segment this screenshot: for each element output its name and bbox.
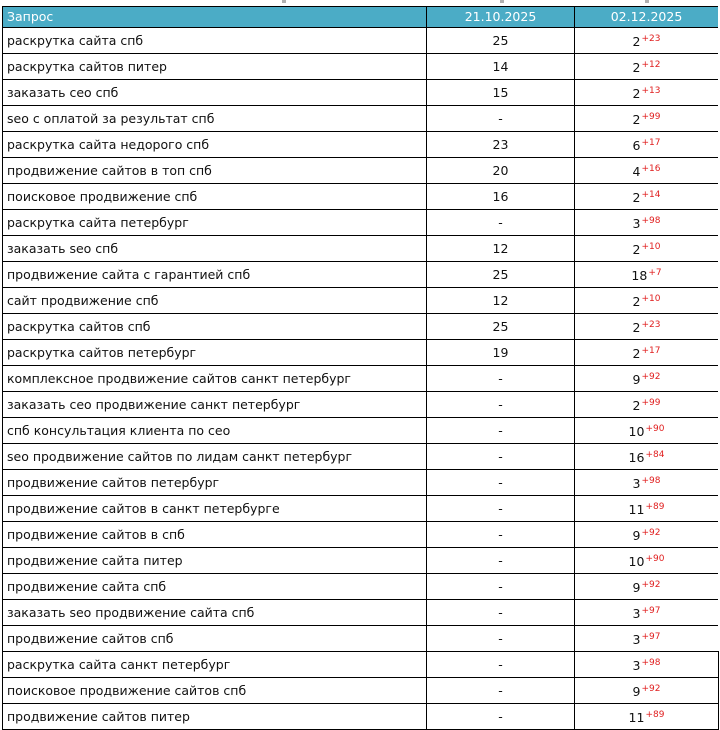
position-change-badge: +92 (641, 684, 661, 694)
position-cell-date-2[interactable] (575, 600, 719, 626)
position-change-badge: +90 (645, 554, 665, 564)
position-value: 3 (632, 632, 641, 647)
position-value: 9 (632, 372, 641, 387)
table-row[interactable] (3, 600, 719, 626)
table-row[interactable] (3, 392, 719, 418)
table-row[interactable] (3, 210, 719, 236)
position-change-badge: +23 (641, 34, 661, 44)
query-cell[interactable]: спб консультация клиента по сео (3, 418, 427, 444)
table-row[interactable] (3, 652, 719, 678)
query-cell[interactable]: продвижение сайтов петербург (3, 470, 427, 496)
position-value: 2 (632, 294, 641, 309)
position-value: 6 (632, 138, 641, 153)
table-row[interactable] (3, 184, 719, 210)
position-value: 2 (632, 34, 641, 49)
position-value: 16 (628, 450, 645, 465)
position-change-badge: +92 (641, 372, 661, 382)
position-value: 2 (632, 112, 641, 127)
table-row[interactable] (3, 548, 719, 574)
query-cell[interactable]: раскрутка сайта петербург (3, 210, 427, 236)
query-cell[interactable]: seo с оплатой за результат спб (3, 106, 427, 132)
query-cell[interactable]: поисковое продвижение сайтов спб (3, 678, 427, 704)
position-cell-date-1[interactable]: - (427, 496, 575, 522)
position-cell-date-1[interactable]: - (427, 106, 575, 132)
position-cell-date-2[interactable] (575, 626, 719, 652)
position-cell-date-1[interactable]: - (427, 444, 575, 470)
query-cell[interactable]: раскрутка сайта спб (3, 28, 427, 54)
position-value: 9 (632, 684, 641, 699)
position-change-badge: +13 (641, 86, 661, 96)
position-cell-date-1[interactable]: 12 (427, 288, 575, 314)
header-date-2[interactable]: 02.12.2025 (575, 7, 719, 28)
position-cell-date-2[interactable] (575, 262, 719, 288)
position-value: 3 (632, 476, 641, 491)
table-row[interactable] (3, 470, 719, 496)
position-cell-date-2[interactable] (575, 392, 719, 418)
position-value: 4 (632, 164, 641, 179)
position-cell-date-2[interactable] (575, 678, 719, 704)
position-cell-date-1[interactable]: - (427, 548, 575, 574)
table-row[interactable] (3, 366, 719, 392)
position-change-badge: +89 (645, 710, 665, 720)
table-row[interactable] (3, 132, 719, 158)
header-row (3, 7, 719, 28)
position-change-badge: +17 (641, 138, 661, 148)
position-change-badge: +10 (641, 294, 661, 304)
position-value: 2 (632, 320, 641, 335)
position-change-badge: +14 (641, 190, 661, 200)
position-cell-date-2[interactable] (575, 522, 719, 548)
position-cell-date-1[interactable]: - (427, 418, 575, 444)
table-row[interactable] (3, 444, 719, 470)
position-cell-date-1[interactable]: 16 (427, 184, 575, 210)
position-change-badge: +97 (641, 632, 661, 642)
position-cell-date-1[interactable]: - (427, 704, 575, 730)
table-row[interactable] (3, 288, 719, 314)
query-cell[interactable]: продвижение сайтов в спб (3, 522, 427, 548)
position-value: 2 (632, 190, 641, 205)
table-row[interactable] (3, 704, 719, 730)
position-cell-date-2[interactable] (575, 28, 719, 54)
position-cell-date-1[interactable]: 12 (427, 236, 575, 262)
position-value: 10 (628, 554, 645, 569)
table-row[interactable] (3, 80, 719, 106)
position-change-badge: +99 (641, 398, 661, 408)
position-cell-date-1[interactable]: - (427, 600, 575, 626)
position-cell-date-1[interactable]: - (427, 392, 575, 418)
query-cell[interactable]: раскрутка сайтов петербург (3, 340, 427, 366)
position-change-badge: +98 (641, 216, 661, 226)
position-cell-date-2[interactable] (575, 444, 719, 470)
table-row[interactable] (3, 236, 719, 262)
query-cell[interactable]: заказать seo продвижение сайта спб (3, 600, 427, 626)
table-row[interactable] (3, 314, 719, 340)
position-cell-date-2[interactable] (575, 54, 719, 80)
query-cell[interactable]: сайт продвижение спб (3, 288, 427, 314)
column-marker (645, 0, 649, 3)
table-row[interactable] (3, 496, 719, 522)
query-cell[interactable]: раскрутка сайта санкт петербург (3, 652, 427, 678)
position-cell-date-1[interactable]: 25 (427, 28, 575, 54)
position-cell-date-2[interactable] (575, 496, 719, 522)
table-row[interactable] (3, 262, 719, 288)
position-change-badge: +90 (645, 424, 665, 434)
query-cell[interactable]: продвижение сайтов питер (3, 704, 427, 730)
query-cell[interactable]: раскрутка сайтов питер (3, 54, 427, 80)
position-value: 2 (632, 346, 641, 361)
position-cell-date-1[interactable]: - (427, 210, 575, 236)
table-row[interactable] (3, 418, 719, 444)
position-change-badge: +17 (641, 346, 661, 356)
table-row[interactable] (3, 678, 719, 704)
position-value: 2 (632, 86, 641, 101)
position-cell-date-2[interactable] (575, 704, 719, 730)
position-value: 3 (632, 658, 641, 673)
position-value: 2 (632, 60, 641, 75)
position-cell-date-2[interactable] (575, 548, 719, 574)
table-body (3, 28, 719, 730)
position-cell-date-2[interactable] (575, 288, 719, 314)
position-cell-date-2[interactable] (575, 80, 719, 106)
query-cell[interactable]: продвижение сайта спб (3, 574, 427, 600)
position-value: 3 (632, 606, 641, 621)
position-cell-date-1[interactable]: - (427, 626, 575, 652)
position-cell-date-2[interactable] (575, 184, 719, 210)
position-cell-date-1[interactable]: 25 (427, 314, 575, 340)
position-value: 3 (632, 216, 641, 231)
position-value: 9 (632, 528, 641, 543)
position-change-badge: +16 (641, 164, 661, 174)
position-value: 9 (632, 580, 641, 595)
query-cell[interactable]: раскрутка сайтов спб (3, 314, 427, 340)
table-row[interactable] (3, 340, 719, 366)
table-header (3, 7, 719, 28)
position-cell-date-1[interactable]: 25 (427, 262, 575, 288)
position-value: 10 (628, 424, 645, 439)
query-cell[interactable]: продвижение сайта с гарантией спб (3, 262, 427, 288)
position-cell-date-2[interactable] (575, 132, 719, 158)
query-cell[interactable]: заказать сео продвижение санкт петербург (3, 392, 427, 418)
position-cell-date-1[interactable]: - (427, 366, 575, 392)
position-cell-date-1[interactable]: 14 (427, 54, 575, 80)
position-value: 2 (632, 242, 641, 257)
position-cell-date-2[interactable] (575, 106, 719, 132)
table-row[interactable] (3, 28, 719, 54)
header-query[interactable]: Запрос (3, 7, 427, 28)
position-cell-date-2[interactable] (575, 366, 719, 392)
position-change-badge: +84 (645, 450, 665, 460)
position-cell-date-1[interactable]: 20 (427, 158, 575, 184)
position-change-badge: +92 (641, 528, 661, 538)
position-change-badge: +7 (648, 268, 662, 278)
table-row[interactable] (3, 54, 719, 80)
position-change-badge: +12 (641, 60, 661, 70)
position-cell-date-2[interactable] (575, 574, 719, 600)
position-value: 2 (632, 398, 641, 413)
table-row[interactable] (3, 626, 719, 652)
column-marker (500, 0, 504, 3)
position-change-badge: +97 (641, 606, 661, 616)
query-cell[interactable]: заказать seo спб (3, 236, 427, 262)
query-cell[interactable]: раскрутка сайта недорого спб (3, 132, 427, 158)
table-row[interactable] (3, 158, 719, 184)
position-cell-date-1[interactable]: - (427, 652, 575, 678)
table-row[interactable] (3, 106, 719, 132)
position-change-badge: +89 (645, 502, 665, 512)
query-cell[interactable]: комплексное продвижение сайтов санкт петербург (3, 366, 427, 392)
query-cell[interactable]: продвижение сайтов в санкт петербурге (3, 496, 427, 522)
position-cell-date-2[interactable] (575, 418, 719, 444)
query-cell[interactable]: заказать сео спб (3, 80, 427, 106)
query-cell[interactable]: поисковое продвижение спб (3, 184, 427, 210)
query-cell[interactable]: продвижение сайтов спб (3, 626, 427, 652)
position-cell-date-1[interactable]: - (427, 522, 575, 548)
column-marker (282, 0, 286, 3)
position-cell-date-1[interactable]: - (427, 574, 575, 600)
header-date-1[interactable]: 21.10.2025 (427, 7, 575, 28)
position-change-badge: +92 (641, 580, 661, 590)
table-row[interactable] (3, 574, 719, 600)
position-value: 11 (628, 710, 645, 725)
position-cell-date-2[interactable] (575, 210, 719, 236)
position-cell-date-1[interactable]: - (427, 678, 575, 704)
position-change-badge: +10 (641, 242, 661, 252)
query-cell[interactable]: seo продвижение сайтов по лидам санкт петербург (3, 444, 427, 470)
position-cell-date-2[interactable] (575, 314, 719, 340)
query-cell[interactable]: продвижение сайтов в топ спб (3, 158, 427, 184)
position-cell-date-2[interactable] (575, 158, 719, 184)
position-value: 18 (631, 268, 648, 283)
position-cell-date-1[interactable]: - (427, 470, 575, 496)
position-cell-date-1[interactable]: 15 (427, 80, 575, 106)
position-cell-date-1[interactable]: 23 (427, 132, 575, 158)
position-cell-date-2[interactable] (575, 340, 719, 366)
position-cell-date-2[interactable] (575, 236, 719, 262)
position-change-badge: +99 (641, 112, 661, 122)
position-change-badge: +98 (641, 658, 661, 668)
table-row[interactable] (3, 522, 719, 548)
query-cell[interactable]: продвижение сайта питер (3, 548, 427, 574)
position-change-badge: +98 (641, 476, 661, 486)
position-change-badge: +23 (641, 320, 661, 330)
position-cell-date-1[interactable]: 19 (427, 340, 575, 366)
position-value: 11 (628, 502, 645, 517)
position-cell-date-2[interactable] (575, 652, 719, 678)
rankings-table (2, 6, 719, 730)
position-cell-date-2[interactable] (575, 470, 719, 496)
